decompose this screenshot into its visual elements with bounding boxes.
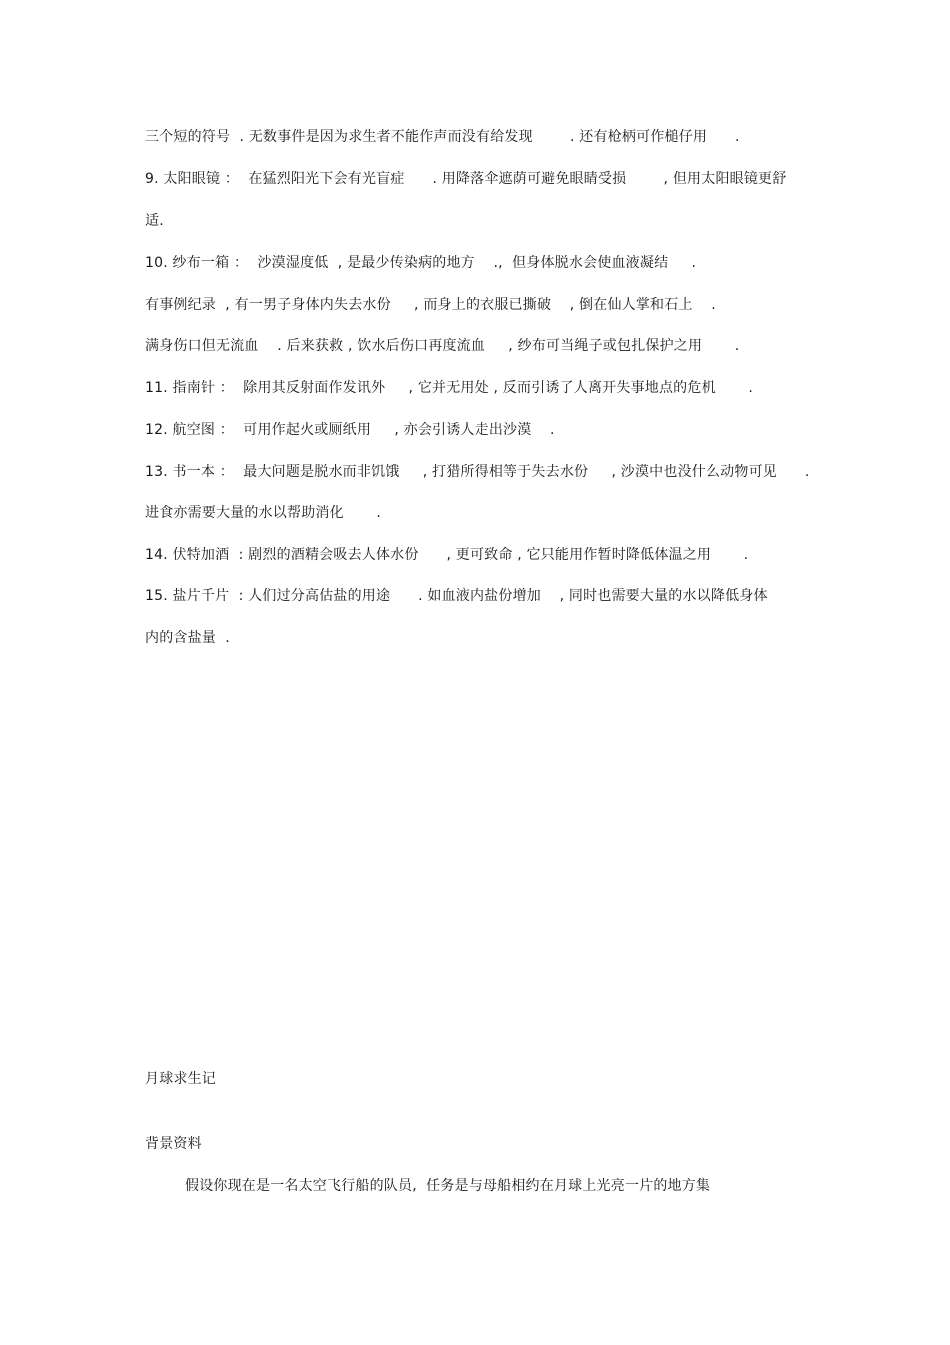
text-line: 有事例纪录 , 有一男子身体内失去水份 , 而身上的衣服已撕破 , 倒在仙人掌和石上 . [145,297,716,313]
text-line: 11. 指南针 ： 除用其反射面作发讯外 , 它并无用处 , 反而引诱了人离开失事地点的危机 . [145,380,753,396]
text-line: 9. 太阳眼镜 ： 在猛烈阳光下会有光盲症 . 用降落伞遮荫可避免眼睛受损 , 但用太阳眼镜更舒 [145,171,787,187]
text-line: 适. [145,213,164,229]
text-line: 15. 盐片千片 : 人们过分高估盐的用途 . 如血液内盐份增加 , 同时也需要大量的水以降低身体 [145,588,768,604]
section-subtitle: 背景资料 [145,1136,202,1152]
text-line: 三个短的符号 . 无数事件是因为求生者不能作声而没有给发现 . 还有枪柄可作槌仔用 . [145,129,740,145]
text-line: 13. 书一本 ： 最大问题是脱水而非饥饿 , 打猎所得相等于失去水份 , 沙漠中也没什么动物可见 . [145,464,810,480]
text-line: 10. 纱布一箱 ： 沙漠湿度低 , 是最少传染病的地方 ., 但身体脱水会使血液凝结 . [145,255,697,271]
section-title: 月球求生记 [145,1071,216,1087]
text-line: 内的含盐量 . [145,630,230,646]
text-line: 进食亦需要大量的水以帮助消化 . [145,505,382,521]
text-line: 14. 伏特加酒 : 剧烈的酒精会吸去人体水份 , 更可致命 , 它只能用作暂时降低体温之用 . [145,547,749,563]
text-line: 满身伤口但无流血 . 后来获救 , 饮水后伤口再度流血 , 纱布可当绳子或包扎保护之用 . [145,338,740,354]
text-line: 12. 航空图 ： 可用作起火或厕纸用 , 亦会引诱人走出沙漠 . [145,422,555,438]
intro-paragraph: 假设你现在是一名太空飞行船的队员, 任务是与母船相约在月球上光亮一片的地方集 [185,1178,711,1194]
